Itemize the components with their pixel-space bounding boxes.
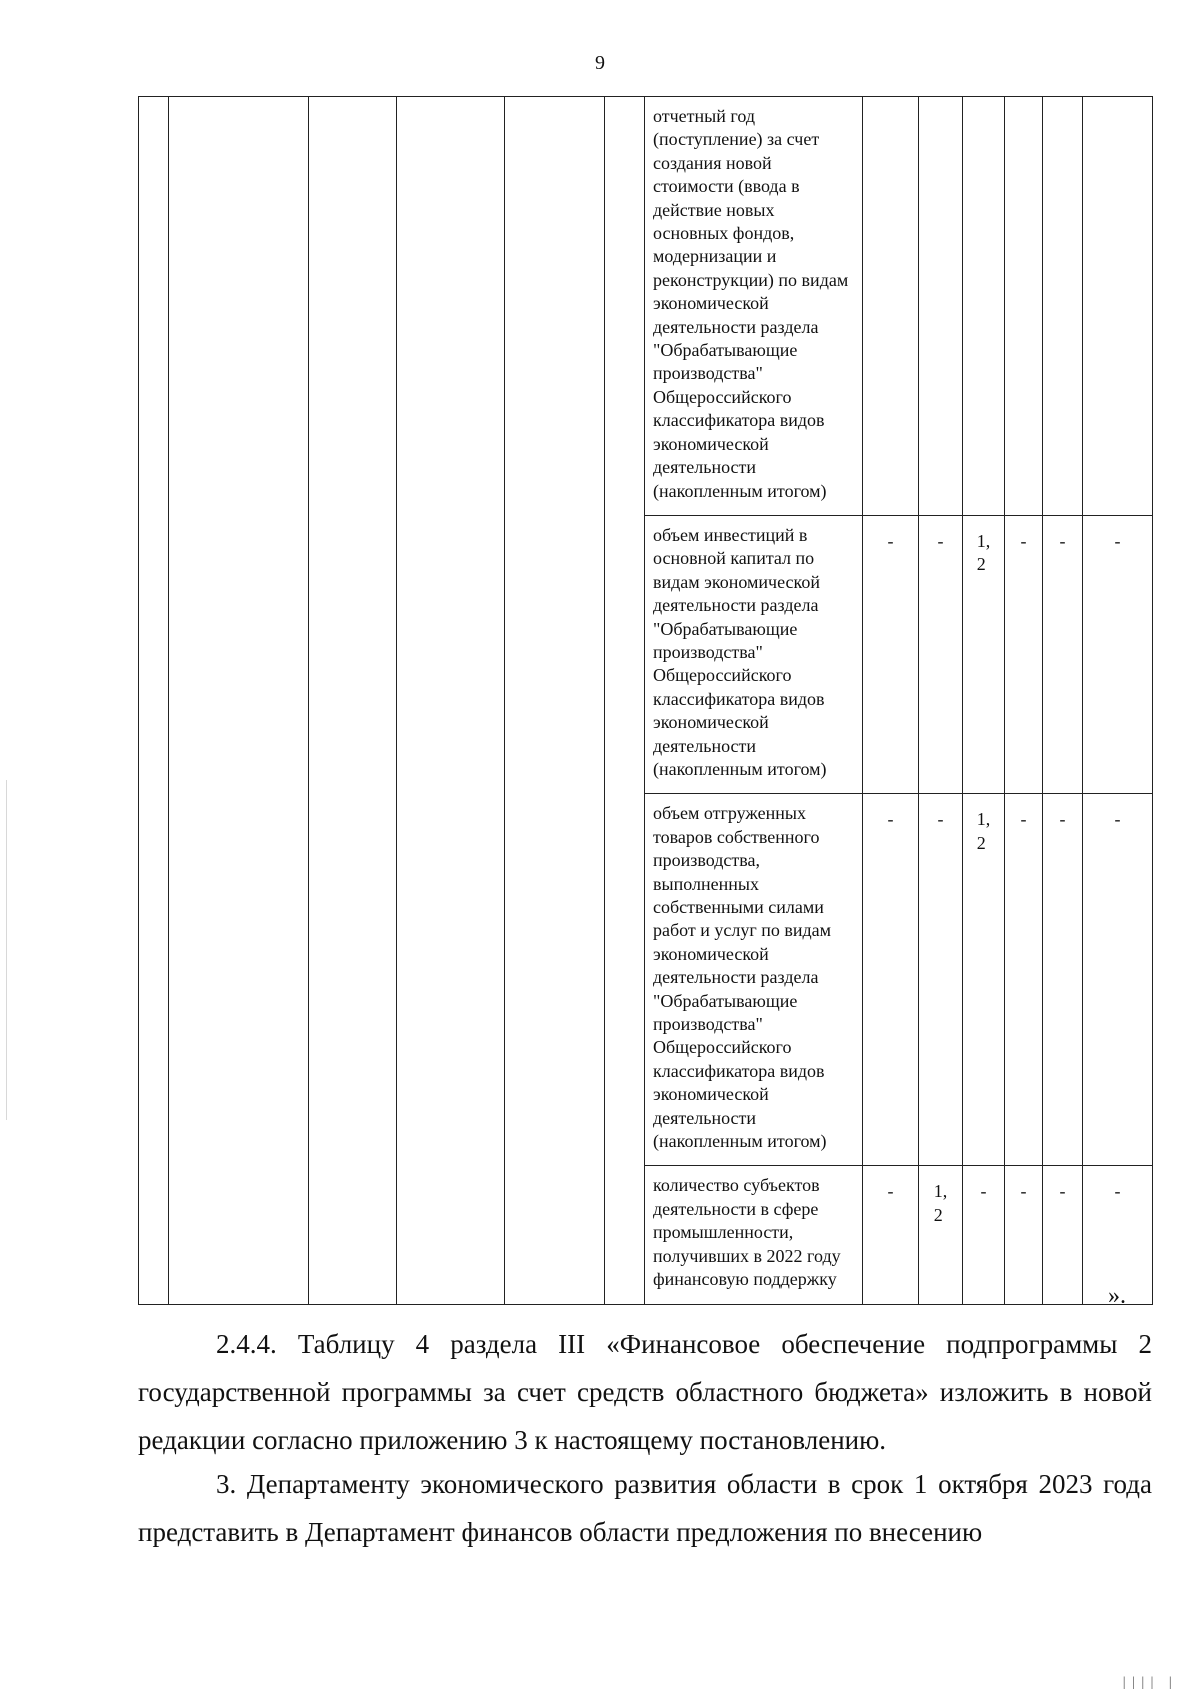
merged-cell-col2 (169, 97, 309, 1305)
value-cell: - (1083, 515, 1153, 793)
value-cell: - (863, 794, 919, 1166)
value-cell: - (1005, 1166, 1043, 1304)
indicator-table (138, 96, 1153, 1305)
value-cell: - (919, 515, 963, 793)
value-cell (863, 97, 919, 516)
value-cell: 1, 2 (963, 794, 1005, 1166)
value-cell (1043, 97, 1083, 516)
value-cell: - (1083, 794, 1153, 1166)
value-cell: 1, 2 (963, 515, 1005, 793)
paragraph-2-4-4: 2.4.4. Таблицу 4 раздела III «Финансовое обеспечение подпрограммы 2 государственной программы за счет средств областного бюджета» изложить в новой редакции согласно приложению 3 к настоящему постановлению. (138, 1329, 1152, 1455)
value-cell: 1, 2 (919, 1166, 963, 1304)
scan-corner-mark: |||| | (1120, 1675, 1176, 1689)
value-cell: - (1043, 515, 1083, 793)
value-cell: - (1083, 1166, 1153, 1304)
value-cell: - (863, 515, 919, 793)
value-cell: - (1005, 794, 1043, 1166)
indicator-cell: объем отгруженных товаров собственного производства, выполненных собственными силами работ и услуг по видам экономической деятельности раздела "Обрабатывающие производства" Общероссийского классификатора видов экономической деятельности (накопленным итогом) (645, 794, 863, 1166)
value-cell: - (919, 794, 963, 1166)
paragraph-3: 3. Департаменту экономического развития области в срок 1 октября 2023 года представить в Департамент финансов области предложения по внесению (138, 1469, 1152, 1547)
indicator-cell: количество субъектов деятельности в сфере промышленности, получивших в 2022 году финансовую поддержку (645, 1166, 863, 1304)
value-cell (963, 97, 1005, 516)
value-cell: - (1043, 1166, 1083, 1304)
page-number: 9 (595, 52, 605, 74)
value-cell: - (863, 1166, 919, 1304)
value-cell (1083, 97, 1153, 516)
merged-cell-col3 (309, 97, 397, 1305)
closing-quote-mark: ». (1108, 1283, 1126, 1309)
table-row (139, 97, 1153, 516)
value-cell: - (963, 1166, 1005, 1304)
value-cell (919, 97, 963, 516)
merged-cell-col4 (397, 97, 505, 1305)
scan-margin-line (6, 780, 7, 1120)
value-cell: - (1043, 794, 1083, 1166)
merged-cell-col6 (605, 97, 645, 1305)
value-cell: - (1005, 515, 1043, 793)
indicator-cell: объем инвестиций в основной капитал по видам экономической деятельности раздела "Обрабатывающие производства" Общероссийского классификатора видов экономической деятельности (накопленным итогом) (645, 515, 863, 793)
merged-cell-col5 (505, 97, 605, 1305)
merged-cell-col1 (139, 97, 169, 1305)
value-cell (1005, 97, 1043, 516)
indicator-cell: отчетный год (поступление) за счет создания новой стоимости (ввода в действие новых основных фондов, модернизации и реконструкции) по видам экономической деятельности раздела "Обрабатывающие производства" Общероссийского классификатора видов экономической деятельности (накопленным итогом) (645, 97, 863, 516)
